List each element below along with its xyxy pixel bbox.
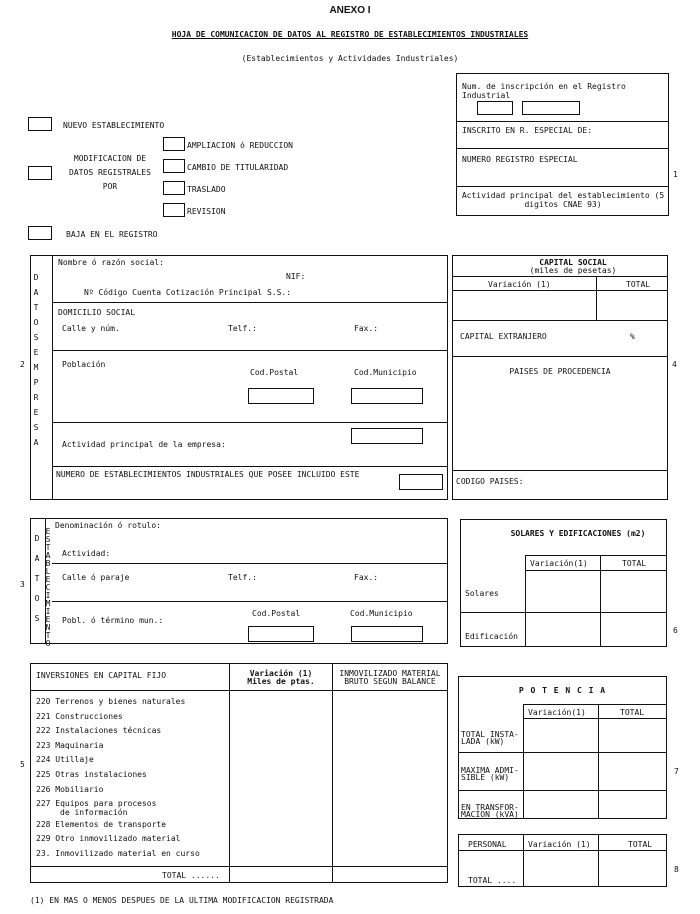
personal-total-header: TOTAL: [628, 840, 653, 849]
revision-label: REVISION: [187, 207, 226, 216]
side-letter: E: [33, 348, 39, 357]
new-establishment-checkbox[interactable]: [28, 117, 52, 131]
section-number-7: 7: [674, 767, 679, 776]
modification-label-line2: DATOS REGISTRALES: [69, 168, 151, 177]
company-cod-postal-field[interactable]: [248, 388, 314, 404]
personal-title: PERSONAL: [468, 840, 507, 849]
investments-miles-header: Miles de ptas.: [247, 677, 315, 686]
investments-row: 228 Elementos de transporte: [36, 819, 167, 829]
fax-label: Fax.:: [354, 324, 379, 333]
company-activity-code-field[interactable]: [351, 428, 423, 444]
side-letter: A: [33, 438, 39, 447]
telf-label: Telf.:: [228, 324, 257, 333]
capital-subtitle: (miles de pesetas): [529, 266, 617, 275]
solares-total-header: TOTAL: [622, 559, 647, 568]
side-letter: B: [45, 559, 51, 568]
establishment-cod-municipio-field[interactable]: [351, 626, 423, 642]
section-number-8: 8: [674, 865, 679, 874]
capital-total-header: TOTAL: [626, 280, 651, 289]
side-letter: C: [45, 583, 51, 592]
investments-row: 220 Terrenos y bienes naturales: [36, 697, 186, 706]
solares-title: SOLARES Y EDIFICACIONES (m2): [510, 529, 646, 538]
side-letter: S: [33, 333, 39, 342]
section-number-5: 5: [20, 760, 25, 769]
company-name-label: Nombre ó razón social:: [58, 258, 164, 267]
ampliacion-label: AMPLIACION ó REDUCCION: [187, 141, 293, 150]
side-letter: O: [33, 318, 39, 327]
personal-total-row-label: TOTAL ....: [468, 876, 517, 885]
solares-section: [460, 519, 667, 647]
side-letter: E: [45, 527, 51, 536]
capital-title: CAPITAL SOCIAL: [539, 258, 607, 267]
section-number-3: 3: [20, 580, 25, 589]
side-letter: T: [45, 631, 51, 640]
num-establishments-label: NUMERO DE ESTABLECIMIENTOS INDUSTRIALES QUE POSEE INCLUIDO ESTE: [56, 470, 360, 479]
modification-label-line1: MODIFICACION DE: [73, 154, 147, 163]
investments-row: 23. Inmovilizado material en curso: [36, 849, 200, 858]
calle-label: Calle y núm.: [62, 324, 120, 333]
investments-row: 226 Mobiliario: [36, 784, 104, 794]
side-letter: O: [34, 594, 40, 603]
inscription-label: Num. de inscripción en el Registro Industrial: [462, 82, 626, 100]
side-letter: A: [34, 554, 40, 563]
baja-checkbox[interactable]: [28, 226, 52, 240]
side-letter: I: [45, 591, 51, 600]
side-letter: A: [45, 551, 51, 560]
company-activity-label: Actividad principal de la empresa:: [62, 440, 226, 449]
side-letter: R: [33, 393, 39, 402]
cambio-label: CAMBIO DE TITULARIDAD: [187, 163, 289, 172]
nif-label: NIF:: [286, 272, 306, 281]
power-total-installed-label: TOTAL INSTA-: [461, 730, 519, 739]
inscription-field-1[interactable]: [477, 101, 513, 115]
special-number-label: NUMERO REGISTRO ESPECIAL: [462, 155, 578, 164]
side-letter: O: [45, 639, 51, 648]
establishment-fax-label: Fax.:: [354, 573, 379, 582]
ss-code-label: Nº Código Cuenta Cotización Principal S.S.:: [84, 288, 292, 297]
investments-row: 227 Equipos para procesos: [36, 799, 157, 809]
personal-variacion-header: Variación (1): [528, 840, 591, 849]
side-letter: M: [33, 363, 39, 372]
solares-variacion-header: Variación(1): [530, 559, 588, 568]
side-letter: I: [45, 607, 51, 616]
side-letter: T: [45, 543, 51, 552]
denomination-label: Denominación ó rotulo:: [55, 521, 161, 530]
traslado-checkbox[interactable]: [163, 181, 185, 195]
side-letter: E: [33, 408, 39, 417]
investments-variacion-header: Variación (1): [249, 669, 313, 678]
domicilio-label: DOMICILIO SOCIAL: [58, 308, 136, 317]
investments-row: 229 Otro inmovilizado material: [36, 834, 181, 844]
num-establishments-field[interactable]: [399, 474, 443, 490]
side-letter: D: [33, 273, 39, 282]
special-registry-label: INSCRITO EN R. ESPECIAL DE:: [462, 126, 593, 135]
percent-label: %: [630, 332, 635, 341]
modification-checkbox[interactable]: [28, 166, 52, 180]
power-max-unit: SIBLE (kW): [461, 773, 510, 782]
section-number-4: 4: [672, 360, 677, 369]
side-letter: D: [34, 534, 40, 543]
investments-total-label: TOTAL ......: [162, 871, 220, 880]
section-number-2: 2: [20, 360, 25, 369]
investments-row: 225 Otras instalaciones: [36, 770, 147, 779]
side-letter: S: [45, 535, 51, 544]
power-transform-unit: MACION (kVA): [461, 810, 519, 819]
establishment-cod-postal-label: Cod.Postal: [252, 609, 301, 618]
modification-label-line3: POR: [102, 182, 118, 191]
side-letter: N: [45, 623, 51, 632]
cod-postal-label: Cod.Postal: [250, 368, 299, 377]
investments-row: 224 Utillaje: [36, 755, 94, 765]
investments-inmovilizado-header: INMOVILIZADO MATERIAL: [339, 669, 441, 678]
side-letter: M: [45, 599, 51, 608]
poblacion-label: Población: [62, 360, 106, 369]
power-transform-label: EN TRANSFOR-: [461, 803, 519, 812]
section-number-6: 6: [673, 626, 678, 635]
form-title: HOJA DE COMUNICACION DE DATOS AL REGISTRO DE ESTABLECIMIENTOS INDUSTRIALES: [171, 30, 529, 39]
investments-row: 223 Maquinaria: [36, 740, 104, 750]
footnote: (1) EN MAS O MENOS DESPUES DE LA ULTIMA MODIFICACION REGISTRADA: [30, 896, 334, 905]
capital-variacion-header: Variación (1): [488, 280, 551, 289]
power-section: [458, 676, 667, 819]
form-subtitle: (Establecimientos y Actividades Industriales): [241, 54, 459, 63]
new-establishment-label: NUEVO ESTABLECIMIENTO: [63, 121, 165, 130]
main-activity-label: Actividad principal del establecimiento (5 digitos CNAE 93): [461, 191, 665, 209]
power-total-installed-unit: LADA (kW): [461, 737, 505, 746]
side-letter: S: [33, 423, 39, 432]
investments-bruto-header: BRUTO SEGUN BALANCE: [344, 677, 436, 686]
power-max-label: MAXIMA ADMI-: [461, 766, 519, 775]
establishment-cod-postal-field[interactable]: [248, 626, 314, 642]
establishment-telf-label: Telf.:: [228, 573, 257, 582]
establishment-street-label: Calle ó paraje: [62, 573, 130, 582]
side-letter: T: [34, 574, 40, 583]
solares-row-label: Solares: [465, 589, 499, 598]
establishment-town-label: Pobl. ó término mun.:: [62, 616, 164, 625]
side-letter: L: [45, 567, 51, 576]
power-total-header: TOTAL: [620, 708, 645, 717]
company-cod-municipio-field[interactable]: [351, 388, 423, 404]
country-codes-label: CODIGO PAISES:: [456, 477, 524, 486]
cod-municipio-label: Cod.Municipio: [354, 368, 417, 377]
side-letter: E: [45, 575, 51, 584]
ampliacion-checkbox[interactable]: [163, 137, 185, 151]
side-letter: E: [45, 615, 51, 624]
side-letter: S: [34, 614, 40, 623]
capital-section: [452, 255, 668, 500]
side-letter: P: [33, 378, 39, 387]
annex-label: ANEXO I: [329, 5, 371, 16]
investments-title: INVERSIONES EN CAPITAL FIJO: [36, 671, 167, 680]
revision-checkbox[interactable]: [163, 203, 185, 217]
baja-label: BAJA EN EL REGISTRO: [66, 230, 158, 239]
traslado-label: TRASLADO: [187, 185, 226, 194]
investments-row: 222 Instalaciones técnicas: [36, 726, 162, 736]
establishment-activity-label: Actividad:: [62, 549, 111, 558]
investments-row-227b: de información: [60, 808, 128, 817]
investments-row: 221 Construcciones: [36, 711, 123, 721]
inscription-field-2[interactable]: [522, 101, 580, 115]
side-letter: T: [33, 303, 39, 312]
side-letter: A: [33, 288, 39, 297]
edificacion-row-label: Edificación: [465, 632, 518, 641]
section-number-1: 1: [673, 170, 678, 179]
foreign-capital-label: CAPITAL EXTRANJERO: [460, 332, 547, 341]
power-variacion-header: Variación(1): [528, 708, 586, 717]
countries-label: PAISES DE PROCEDENCIA: [509, 367, 611, 376]
power-title: P O T E N C I A: [518, 686, 607, 695]
establishment-cod-municipio-label: Cod.Municipio: [350, 609, 413, 618]
cambio-checkbox[interactable]: [163, 159, 185, 173]
